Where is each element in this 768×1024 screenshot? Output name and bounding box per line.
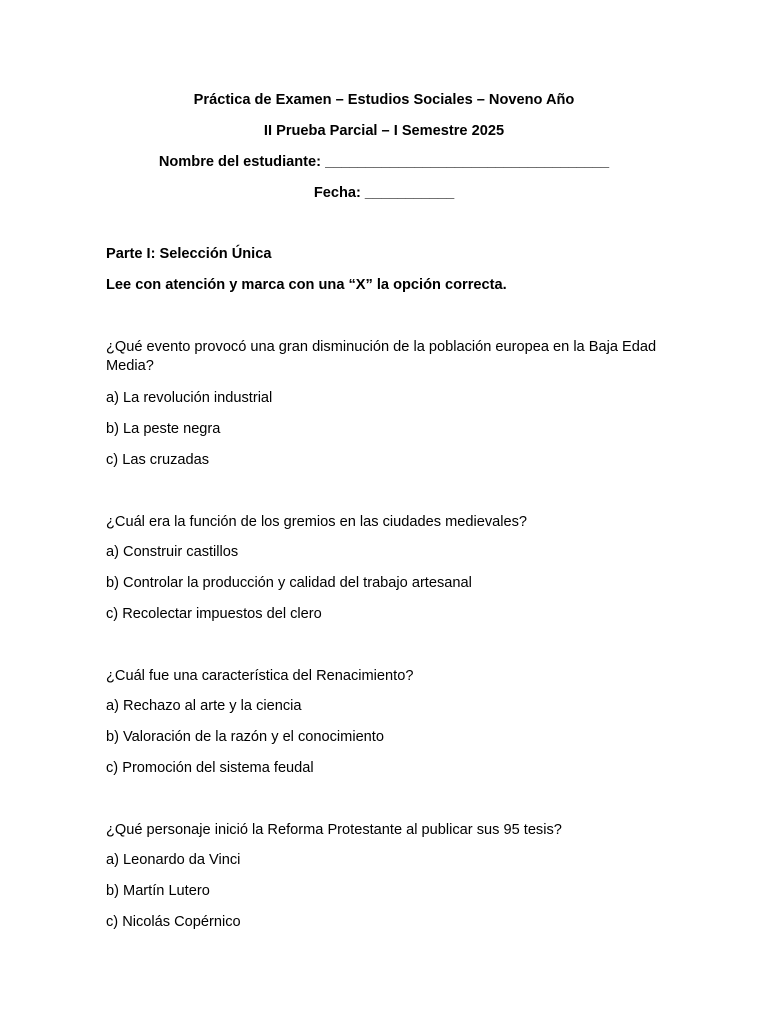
question-2-option-c: c) Recolectar impuestos del clero — [106, 606, 322, 622]
document-title: Práctica de Examen – Estudios Sociales – Noveno Año — [193, 92, 575, 108]
question-1-option-a: a) La revolución industrial — [106, 390, 273, 406]
question-4-text: ¿Qué personaje inició la Reforma Protestante al publicar sus 95 tesis? — [106, 822, 562, 838]
section-instructions: Lee con atención y marca con una “X” la opción correcta. — [106, 277, 507, 293]
question-1-option-c: c) Las cruzadas — [106, 452, 210, 468]
question-2-text: ¿Cuál era la función de los gremios en las ciudades medievales? — [106, 514, 528, 530]
question-4-option-b: b) Martín Lutero — [106, 883, 210, 899]
section-title: Parte I: Selección Única — [106, 246, 272, 262]
question-1-text: ¿Qué evento provocó una gran disminución de la población europea en la Baja Edad Media? — [106, 339, 657, 374]
question-1-option-b: b) La peste negra — [106, 421, 221, 437]
question-4-option-c: c) Nicolás Copérnico — [106, 914, 241, 930]
question-2-option-a: a) Construir castillos — [106, 544, 239, 560]
student-name-field: Nombre del estudiante: ___________________________________ — [158, 154, 610, 170]
document-subtitle: II Prueba Parcial – I Semestre 2025 — [263, 123, 505, 139]
question-4-option-a: a) Leonardo da Vinci — [106, 852, 241, 868]
question-3-text: ¿Cuál fue una característica del Renacimiento? — [106, 668, 414, 684]
question-2-option-b: b) Controlar la producción y calidad del trabajo artesanal — [106, 575, 472, 591]
date-field: Fecha: ___________ — [313, 185, 455, 201]
question-3-option-b: b) Valoración de la razón y el conocimiento — [106, 729, 384, 745]
question-3-option-a: a) Rechazo al arte y la ciencia — [106, 698, 302, 714]
question-3-option-c: c) Promoción del sistema feudal — [106, 760, 314, 776]
